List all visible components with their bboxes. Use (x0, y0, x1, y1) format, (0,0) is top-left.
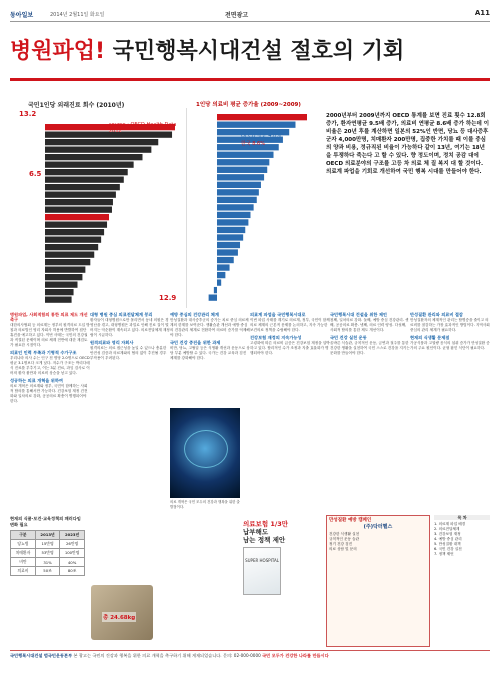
chart-bar (217, 167, 267, 173)
chart-bar (217, 242, 240, 248)
col4-text2: 고령화에 따른 의료비 급증은 건강보험 재정을 압박하고 있다. 합리적인 수가 조정과 지출 효율화가 병행되어야 한다. (250, 341, 330, 355)
col3-heading: 예방 중심의 건강관리 체계 (170, 312, 219, 317)
chart-bar (217, 189, 259, 195)
col3-text: 만성질환과 대사증후군의 증가는 치료 중심 의료체계의 한계를 보여준다. 생활습관 개선과 예방 중심의 건강관리 체계로 전환하여 의료비 증가를 억제해야 한다. (170, 318, 250, 337)
chart-bar (45, 237, 101, 243)
chart-bar (45, 282, 78, 288)
book-ad (243, 520, 328, 646)
legend-oecd: OECD 평균 4.0% (241, 133, 281, 139)
chart-bar (45, 184, 120, 190)
footer (10, 650, 490, 680)
chart-bar (217, 122, 295, 128)
ad-header: 만성질환 예방 캠페인 (329, 518, 372, 523)
left-chart-title: 국민1인당 외래진료 회수 (2010년) (28, 102, 125, 109)
chart-bar (217, 272, 225, 278)
newspaper-brand: 동아일보 (10, 12, 34, 19)
chart-bar (217, 227, 245, 233)
col2-text2: 원격의료는 의료 접근성을 높일 수 있으나 충분한 안전성 검증과 의료계와의 협의 없이 추진될 경우 부작용이 우려된다. (90, 346, 167, 360)
article-column-5 (330, 310, 410, 510)
list-item: 5. 만성질환 대책 (434, 542, 461, 546)
left-chart-source: source : OECD Health Data 2012 (109, 122, 177, 134)
table-cell: 53만명 (35, 549, 59, 558)
col1-heading2: 의료인 인력 부족과 기형적 수가구조 (10, 350, 77, 355)
summary-text: 2000년부터 2009년까지 OECD 통계를 보면 진료 횟수 12.8회 증가, 환자연평균 9.5배 증가, 의료비 연평균 8.6배 증가 하는데 이 비율은 20년 후를 계산하면 일본의 52%인 반면, 당뇨 등 대사증후군자 4,000만명, 치매환자 200만명, 집중한 가치를 때 이를 중심의 양과 비용, 정규직된 비율이 가능하다 같이 13년, 여기는 18년을 투쟁하다 죽는다 고 할 수 있다. 향 정도이며, 정치 공감 대에 OECD 의료분야의 구조를 고등 차 의료 체 질 복지 대 할 것이다. 의료계 파업을 기회로 개선하여 국민 행복 시대를 만들어야 한다. (326, 113, 490, 175)
masthead (10, 8, 490, 22)
chart-bar (45, 297, 72, 303)
chart-bar (45, 259, 90, 265)
ad-company-name (329, 525, 427, 530)
chart-bar (217, 212, 250, 218)
table-row (11, 549, 85, 558)
book-title (243, 520, 328, 544)
table-row (11, 567, 85, 576)
table-cell: 15만명 (35, 540, 59, 549)
col1-text: 대한의사협회 등 의료계는 정부의 원격의료 도입 방침과 의료법인 영리 자회사 허용에 반발하여 집단 휴진을 예고하고 있다. 이번 사태는 국민의 건강권과 직결된 문제이며 의료 체계 전반에 대한 재검토가 필요한 시점이다. (10, 323, 90, 347)
left-chart-svg (15, 108, 185, 308)
article-column-6 (410, 310, 490, 510)
chart-bar (45, 214, 109, 220)
table-header: 2013년 (35, 531, 59, 540)
headline-dark: 국민행복시대건설 절호의 기회 (105, 39, 405, 64)
article-column-2 (90, 310, 170, 580)
chart-bar (45, 252, 94, 258)
list-item: 6. 국민 건강 실천 (434, 547, 462, 551)
chart-bar (45, 229, 104, 235)
issue-date: 2014년 2월11일 화요일 (50, 12, 105, 18)
col6-text: 만성질환자의 체계적인 관리는 합병증을 줄이고 의료비를 절감하는 가장 효과적인 방법이다. 지역사회 중심의 관리 체계가 필요하다. (410, 318, 490, 332)
list-item: 1. 의료계 파업 배경 (434, 522, 466, 526)
chart-bar (209, 294, 217, 300)
left-chart-mid-value: 6.5 (29, 170, 42, 178)
col5-text: 첫째, 일차의료 강화. 둘째, 예방 중심 건강관리. 셋째, 공공의료 확충. 넷째, 의료 인력 양성. 다섯째, 사회적 합의를 통한 제도 개선이다. (330, 318, 409, 332)
chart-bar (45, 139, 158, 145)
table-row (11, 558, 85, 567)
chart-bar (217, 257, 234, 263)
list-item: 3. 건강보험 재정 (434, 532, 461, 536)
page-number: A11 (474, 9, 490, 17)
contents-list (434, 515, 490, 557)
chart-bar (45, 199, 113, 205)
list-item: 7. 정책 제언 (434, 552, 454, 556)
table-header: 구분 (11, 531, 36, 540)
col5-heading: 국민행복시대 건설을 위한 제언 (330, 312, 387, 317)
article-column-3 (170, 310, 250, 405)
chart-bar (217, 182, 261, 188)
table-cell: 50조 (35, 567, 59, 576)
footer-org: 국민행복시대건설 범국민운동본부 (10, 653, 73, 658)
money-label: 총 24.68kg (102, 612, 136, 622)
chart-bar (217, 249, 238, 255)
col4-heading2: 건강보험 재정의 지속가능성 (250, 335, 302, 340)
col6-heading2: 현재의 식생활 문제점 (410, 335, 450, 340)
chart-bar (217, 264, 230, 270)
chart-bar (45, 154, 143, 160)
article-column-4 (250, 310, 330, 510)
illustration-caption: 의료 개혁은 국민 모두의 건강과 행복을 위한 출발점이다. (170, 500, 240, 509)
book-cover-text: SUPER HOSPITAL (245, 558, 279, 563)
chart-bar (217, 174, 264, 180)
chart-bar (45, 289, 74, 295)
stats-table (10, 516, 85, 576)
headline-red: 병원파업! (10, 39, 106, 64)
col4-text: 이번 파업 사태를 계기로 의료계, 정부, 국민이 함께 의료 체계의 근본적 문제를 논의하고, 지속 가능한 보건의료 정책을 수립해야 한다. (250, 318, 330, 332)
chart-bar (217, 114, 307, 120)
chart-bar (214, 287, 217, 293)
col2-heading2: 원격의료와 영리 자회사 (90, 340, 134, 345)
col1-heading3: 성공하는 의료 개혁을 위하여 (10, 378, 63, 383)
col6-text2: 가공식품과 고열량 음식의 섭취 증가가 만성질환 증가의 주요 원인이다. 균형 잡힌 식단이 필요하다. (410, 341, 490, 350)
col4-heading: 의료계 파업을 국민행복시대로 (250, 312, 306, 317)
chart-bar (45, 222, 107, 228)
table-cell: 31% (35, 558, 59, 567)
col2-heading: 대형 병원 중심 의료전달체계 붕괴 (90, 312, 153, 317)
table-cell: 80조 (60, 567, 85, 576)
legend-korea: 한국 8.6% (241, 141, 265, 147)
footer-text: 본 광고는 국민의 건강과 행복을 위한 의료 개혁을 촉구하기 위해 게재되었습니다. 문의: 02-000-0000 (73, 653, 261, 658)
chart-bar (45, 192, 116, 198)
right-chart (186, 108, 316, 308)
table-cell: 의료비 (11, 567, 36, 576)
list-item: 2. 의료전달체계 (434, 527, 460, 531)
chart-bar (217, 152, 274, 158)
chart-bar (45, 177, 124, 183)
chart-bar (217, 279, 221, 285)
table-cell: 40% (60, 558, 85, 567)
chart-bar (45, 274, 82, 280)
contents-header: 목 차 (434, 515, 490, 520)
chart-bar (217, 197, 257, 203)
headline-rule (10, 78, 490, 81)
col5-heading2: 국민 건강 실천 운동 (330, 335, 367, 340)
table-cell: 100만명 (60, 549, 85, 558)
stats-table-caption: 현재의 식품·보건·교육정책의 패러다임 변화 필요 (10, 516, 81, 527)
col1-text2: 우리나라 의사 수는 인구 천 명당 2.0명으로 OECD 평균 3.1명보다 크게 낮다. 저수가 구조는 박리다매식 진료를 부추기고, 이는 3분 진료, 과잉 검사로 이어져 환자 불만과 의료비 상승을 낳고 있다. (10, 356, 90, 375)
article-column-1 (10, 310, 90, 406)
ad-box (326, 515, 430, 647)
table-cell: 당뇨병 (11, 540, 36, 549)
chart-bar (217, 219, 248, 225)
brain-illustration (170, 408, 240, 498)
book-cover (243, 547, 281, 595)
chart-bar (45, 207, 112, 213)
page-headline (10, 28, 490, 76)
left-chart-top-value: 13.2 (19, 110, 37, 118)
ad-line: 의료 상담 및 문의 (329, 547, 357, 551)
table-header: 2023년 (60, 531, 85, 540)
col3-heading2: 국민 건강 증진을 위한 과제 (170, 340, 221, 345)
col1-text3: 의료 개혁은 의료계와 정부, 국민이 함께하는 사회적 합의를 통해서만 가능하다. 건강보험 재정 건전화와 일차의료 강화, 공공의료 확충이 병행되어야 한다. (10, 384, 88, 403)
table-cell: 치매환자 (11, 549, 36, 558)
section-label: 전면광고 (225, 12, 249, 19)
col2-text: 환자들이 대형병원으로만 몰리면서 동네 의원은 경영난을 겪고, 대형병원은 과밀로 인해 진료 질이 떨어지는 악순환이 계속되고 있다. 의료전달체계 재정립이 시급하다. (90, 318, 170, 337)
chart-bar (45, 267, 85, 273)
ad-line: 규칙적인 운동 습관 (329, 537, 360, 541)
chart-bar (45, 162, 134, 168)
book-title-b: 납부해도 (243, 528, 269, 536)
col3-text2: 비만, 당뇨, 고혈압 등은 식생활 개선과 운동으로 상당 부분 예방할 수 있다. 국가는 건강 교육과 검진 체계를 강화해야 한다. (170, 346, 250, 360)
book-title-a: 의료보험 1/3만 (243, 520, 289, 528)
chart-bar (45, 244, 98, 250)
ad-line: 정기 건강 검진 (329, 542, 353, 546)
chart-bar (45, 169, 128, 175)
ad-line: 건강한 식생활 실천 (329, 532, 360, 536)
table-cell: 26만명 (60, 540, 85, 549)
right-chart-title: 1인당 의료비 평균 증가율 (2009~2009) (196, 102, 301, 108)
table-cell: 비만 (11, 558, 36, 567)
col1-heading: 병원파업, 사회적합의 통한 의료 제도 개선 촉구 (10, 312, 88, 322)
footer-highlight: 국민 모두가 건강한 나라를 만듭시다 (262, 653, 329, 658)
chart-bar (217, 159, 269, 165)
col5-text2: 올바른 식습관, 규칙적인 운동, 금연과 절주를 통한 건강한 생활을 실천하여 국민 스스로 건강을 지키는 문화를 만들어야 한다. (330, 341, 410, 355)
left-chart-low-value: 12.9 (159, 294, 177, 302)
table-row (11, 540, 85, 549)
book-title-c: 남는 정책 제안 (243, 536, 286, 544)
chart-bar (217, 204, 254, 210)
col6-heading: 만성질환 관리와 의료비 절감 (410, 312, 463, 317)
left-chart (15, 108, 185, 308)
chart-bar (217, 234, 243, 240)
chart-bar (45, 147, 151, 153)
ad-company-label: (주)닥터헬스 (363, 524, 393, 530)
list-item: 4. 예방 중심 관리 (434, 537, 462, 541)
